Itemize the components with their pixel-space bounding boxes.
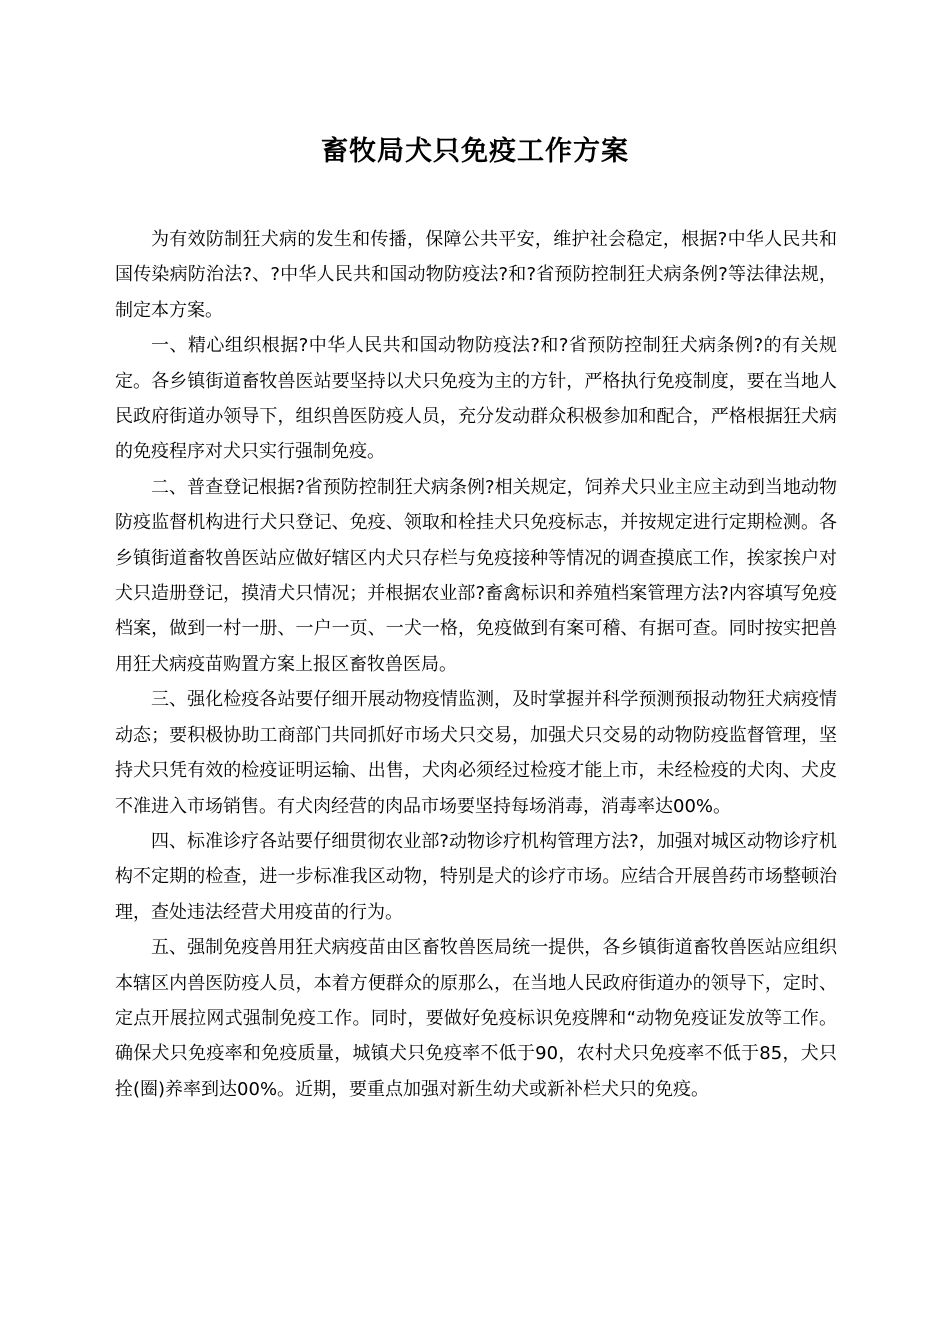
paragraph-section-3: 三、强化检疫各站要仔细开展动物疫情监测，及时掌握并科学预测预报动物狂犬病疫情动态；要积极协助工商部门共同抓好市场犬只交易，加强犬只交易的动物防疫监督管理，坚持犬只凭有效的检疫证明运输、出售，犬肉必须经过检疫才能上市，未经检疫的犬肉、犬皮不准进入市场销售。有犬肉经营的肉品市场要坚持每场消毒，消毒率达00%。 <box>115 689 837 817</box>
paragraph-section-2: 二、普查登记根据?省预防控制狂犬病条例?相关规定，饲养犬只业主应主动到当地动物防疫监督机构进行犬只登记、免疫、领取和栓挂犬只免疫标志，并按规定进行定期检测。各乡镇街道畜牧兽医站应做好辖区内犬只存栏与免疫接种等情况的调查摸底工作，挨家挨户对犬只造册登记，摸清犬只情况；并根据农业部?畜禽标识和养殖档案管理方法?内容填写免疫档案，做到一村一册、一户一页、一犬一格，免疫做到有案可稽、有据可查。同时按实把兽用狂犬病疫苗购置方案上报区畜牧兽医局。 <box>115 476 837 675</box>
document-title: 畜牧局犬只免疫工作方案 <box>321 136 629 167</box>
paragraph-section-1: 一、精心组织根据?中华人民共和国动物防疫法?和?省预防控制狂犬病条例?的有关规定。各乡镇街道畜牧兽医站要坚持以犬只免疫为主的方针，严格执行免疫制度，要在当地人民政府街道办领导下，组织兽医防疫人员，充分发动群众积极参加和配合，严格根据狂犬病的免疫程序对犬只实行强制免疫。 <box>115 335 837 463</box>
paragraph-intro: 为有效防制狂犬病的发生和传播，保障公共平安，维护社会稳定，根据?中华人民共和国传染病防治法?、?中华人民共和国动物防疫法?和?省预防控制狂犬病条例?等法律法规，制定本方案。 <box>115 229 837 321</box>
paragraph-section-4: 四、标准诊疗各站要仔细贯彻农业部?动物诊疗机构管理方法?，加强对城区动物诊疗机构不定期的检查，进一步标准我区动物，特别是犬的诊疗市场。应结合开展兽药市场整顿治理，查处违法经营犬用疫苗的行为。 <box>115 830 837 923</box>
document-body <box>115 222 837 1107</box>
paragraph-section-5: 五、强制免疫兽用狂犬病疫苗由区畜牧兽医局统一提供，各乡镇街道畜牧兽医站应组织本辖区内兽医防疫人员，本着方便群众的原那么，在当地人民政府街道办的领导下，定时、定点开展拉网式强制免疫工作。同时，要做好免疫标识免疫牌和“动物免疫证发放等工作。确保犬只免疫率和免疫质量，城镇犬只免疫率不低于90，农村犬只免疫率不低于85，犬只拴(圈)养率到达00%。近期，要重点加强对新生幼犬或新补栏犬只的免疫。 <box>115 937 837 1100</box>
